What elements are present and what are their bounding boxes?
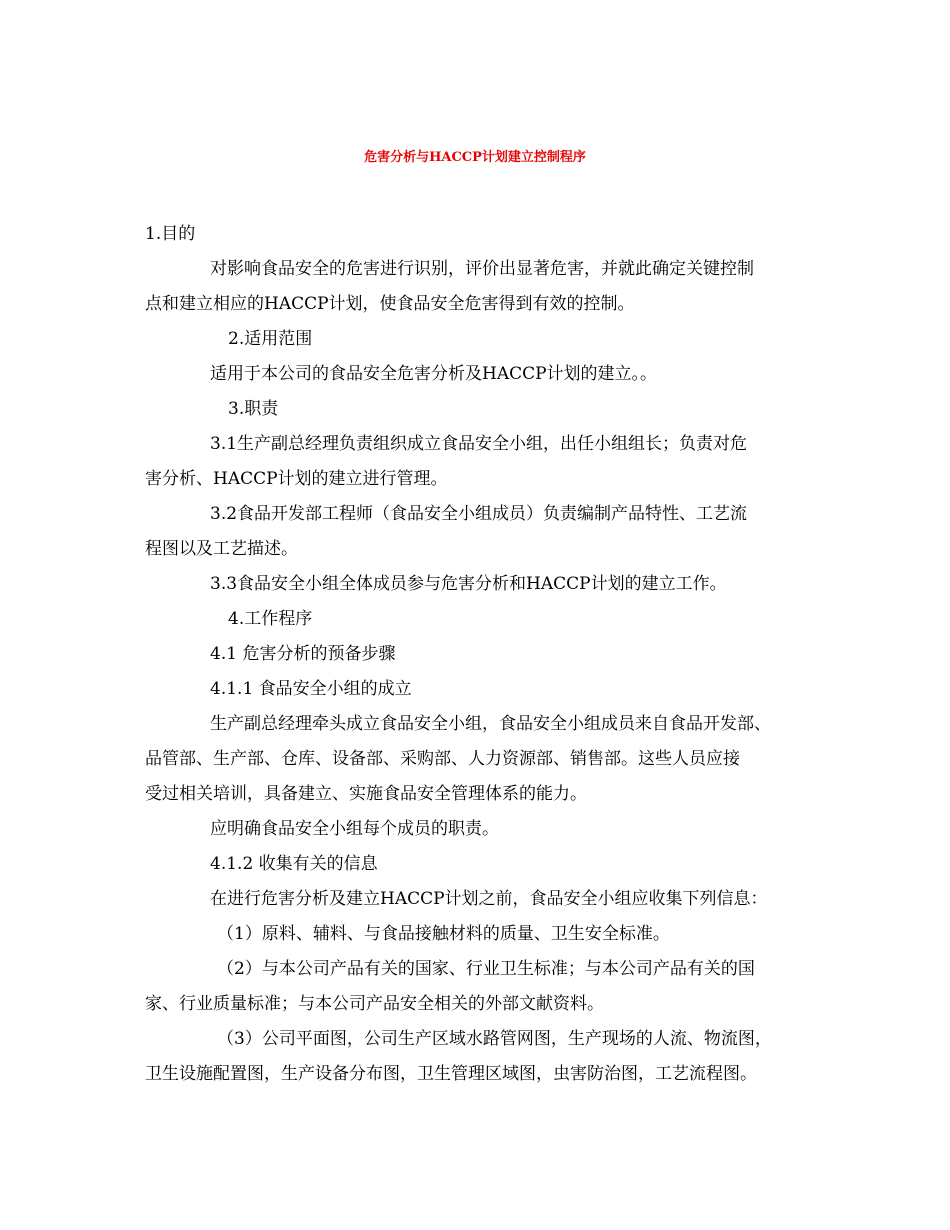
section-heading-responsibilities: 3.职责 (228, 399, 279, 419)
subsection-heading: 4.1.2 收集有关的信息 (210, 854, 378, 874)
paragraph-line: 3.3食品安全小组全体成员参与危害分析和HACCP计划的建立工作。 (210, 574, 727, 594)
paragraph-line: 程图以及工艺描述。 (145, 539, 298, 559)
paragraph-line: 适用于本公司的食品安全危害分析及HACCP计划的建立。。 (210, 364, 658, 384)
section-heading-purpose: 1.目的 (145, 224, 196, 244)
paragraph-line: 生产副总经理牵头成立食品安全小组，食品安全小组成员来自食品开发部、 (210, 714, 771, 734)
paragraph-line: 对影响食品安全的危害进行识别，评价出显著危害，并就此确定关键控制 (210, 259, 754, 279)
list-item-line: （2）与本公司产品有关的国家、行业卫生标准；与本公司产品有关的国 (217, 959, 755, 979)
paragraph-line: 点和建立相应的HACCP计划，使食品安全危害得到有效的控制。 (145, 294, 635, 314)
paragraph-line: 应明确食品安全小组每个成员的职责。 (210, 819, 499, 839)
paragraph-line: 受过相关培训，具备建立、实施食品安全管理体系的能力。 (145, 784, 587, 804)
paragraph-line: 害分析、HACCP计划的建立进行管理。 (145, 469, 448, 489)
section-heading-scope: 2.适用范围 (228, 329, 313, 349)
list-item-line: 家、行业质量标准；与本公司产品安全相关的外部文献资料。 (145, 994, 604, 1014)
paragraph-line: 3.1生产副总经理负责组织成立食品安全小组，出任小组组长；负责对危 (210, 434, 748, 454)
paragraph-line: 品管部、生产部、仓库、设备部、采购部、人力资源部、销售部。这些人员应接 (145, 749, 740, 769)
list-item-line: （1）原料、辅料、与食品接触材料的质量、卫生安全标准。 (217, 924, 670, 944)
list-item-line: 卫生设施配置图，生产设备分布图，卫生管理区域图，虫害防治图，工艺流程图。 (145, 1064, 757, 1084)
paragraph-line: 在进行危害分析及建立HACCP计划之前，食品安全小组应收集下列信息： (210, 889, 768, 909)
subsection-heading: 4.1 危害分析的预备步骤 (210, 644, 396, 664)
document-title: 危害分析与HACCP计划建立控制程序 (364, 150, 586, 165)
subsection-heading: 4.1.1 食品安全小组的成立 (210, 679, 412, 699)
section-heading-procedure: 4.工作程序 (228, 609, 313, 629)
paragraph-line: 3.2食品开发部工程师（食品安全小组成员）负责编制产品特性、工艺流 (210, 504, 748, 524)
list-item-line: （3）公司平面图，公司生产区域水路管网图，生产现场的人流、物流图， (217, 1029, 772, 1049)
